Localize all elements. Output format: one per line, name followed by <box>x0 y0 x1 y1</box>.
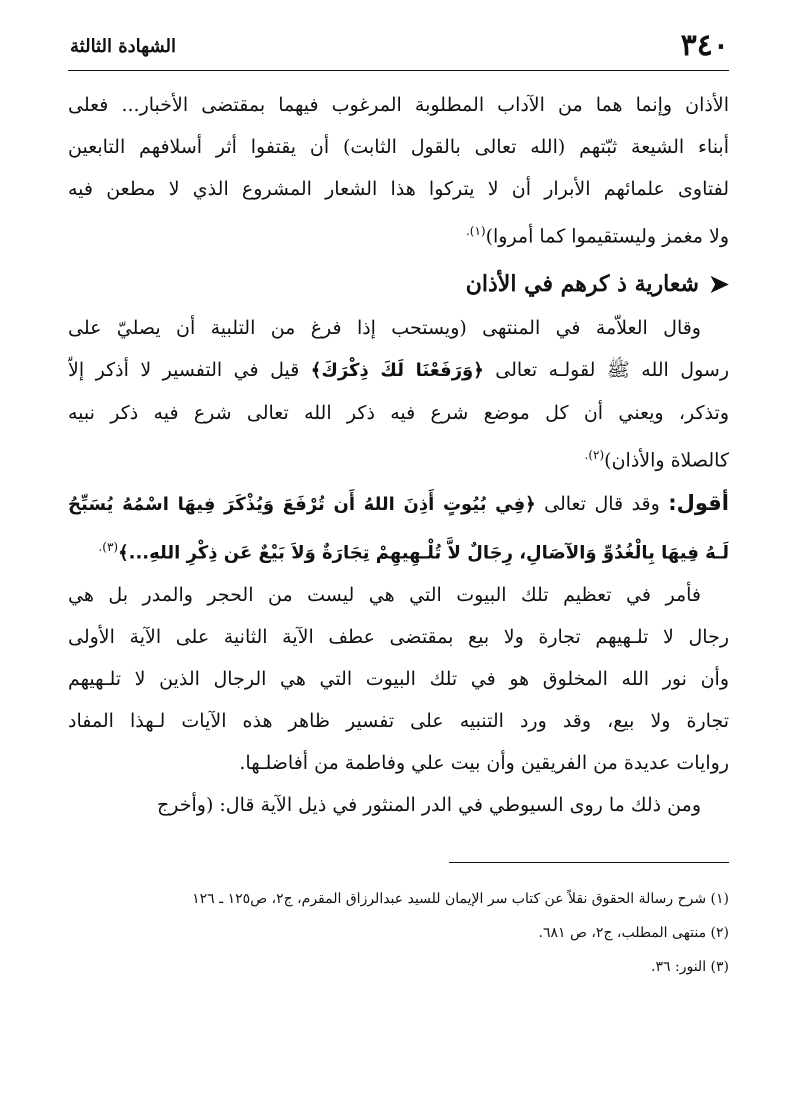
body-line-text: وقد قال تعالى <box>544 492 660 515</box>
page-header <box>70 28 729 64</box>
body-line-text: كالصلاة والأذان) <box>604 449 729 472</box>
body-line <box>68 210 729 257</box>
footnote: (٣) النور: ٣٦. <box>651 959 729 975</box>
footnotes <box>68 882 729 984</box>
body-line: الأذان وإنما هما من الآداب المطلوبة المرغوب فيهما بمقتضى الأخبار... فعلى <box>68 94 729 116</box>
body-line: روايات عديدة من الفريقين وأن بيت علي وفاطمة من أفاضلـها. <box>239 751 729 774</box>
body-line <box>68 482 729 526</box>
section-heading <box>68 263 729 305</box>
body-line: ومن ذلك ما روى السيوطي في الدر المنثور في ذيل الآية قال: (وأخرج <box>157 793 701 816</box>
running-title: الشهادة الثالثة <box>70 36 177 57</box>
body-line: أبناء الشيعة ثبّتهم (الله تعالى بالقول الثابت) أن يقتفوا أثر أسلافهم التابعين <box>68 136 729 158</box>
body-line: فأمر في تعظيم تلك البيوت التي هي ليست من الحجر والمدر بل هي <box>68 583 701 606</box>
page-body <box>68 84 729 826</box>
body-line: تجارة ولا بيع، وقد ورد التنبيه على تفسير ظاهر هذه الآيات لـهذا المفاد <box>68 709 729 732</box>
body-line <box>68 349 729 392</box>
body-line-text: ولا مغمز وليستقيموا كما أمروا) <box>485 225 729 248</box>
body-line-text: رسول الله ﷺ لقولـه تعالى <box>495 359 729 382</box>
header-divider <box>68 70 729 71</box>
body-line-text: قيل في التفسير لا أذكر إلاّ <box>68 359 300 382</box>
page-number: ٣٤٠ <box>680 28 729 63</box>
footnote: (٢) منتهى المطلب، ج٢، ص ٦٨١. <box>538 925 729 941</box>
body-line: وقال العلاّمة في المنتهى (ويستحب إذا فرغ من التلبية أن يصليّ على <box>68 317 701 340</box>
body-line: وتذكر، ويعني أن كل موضع شرع فيه ذكر الله تعالى شرع فيه ذكر نبيه <box>68 402 729 425</box>
section-heading-text: شعارية ذ كرهم في الأذان <box>465 271 699 298</box>
body-line: لفتاوى علمائهم الأبرار أن لا يتركوا هذا الشعار المشروع الذي لا مطعن فيه <box>68 178 729 200</box>
quran-verse: لَـهُ فِيهَا بِالْغُدُوِّ وَالآصَالِ، رِجَالٌ لاَّ تُلْـهِيهِمْ تِجَارَةٌ وَلاَ بَيْعٌ عَن ذِكْرِ اللهِ...﴾ <box>118 541 729 563</box>
footnote-ref: (٢). <box>584 448 605 463</box>
footnote: (١) شرح رسالة الحقوق نقلاً عن كتاب سر الإيمان للسيد عبدالرزاق المقرم، ج٢، ص١٢٥ ـ ١٢٦ <box>192 891 729 907</box>
arrow-bullet-icon: ➤ <box>708 269 729 299</box>
body-line: وأن نور الله المخلوق هو في تلك البيوت التي هي الرجال الذين لا تلـهيهم <box>68 667 729 690</box>
footnote-ref: (٣). <box>98 539 119 554</box>
body-line <box>68 434 729 481</box>
aqul-label: أقول: <box>668 490 729 515</box>
footnote-divider <box>449 862 729 863</box>
footnote-ref: (١). <box>465 224 486 238</box>
body-line: رجال لا تلـهيهم تجارة ولا بيع بمقتضى عطف الآية الثانية على الآية الأولى <box>68 625 729 648</box>
quran-verse: ﴿فِي بُيُوتٍ أَذِنَ اللهُ أَن تُرْفَعَ وَيُذْكَرَ فِيهَا اسْمُهُ يُسَبِّحُ <box>68 493 536 515</box>
body-line <box>68 526 729 574</box>
quran-verse: ﴿وَرَفَعْنَا لَكَ ذِكْرَكَ﴾ <box>310 360 484 382</box>
